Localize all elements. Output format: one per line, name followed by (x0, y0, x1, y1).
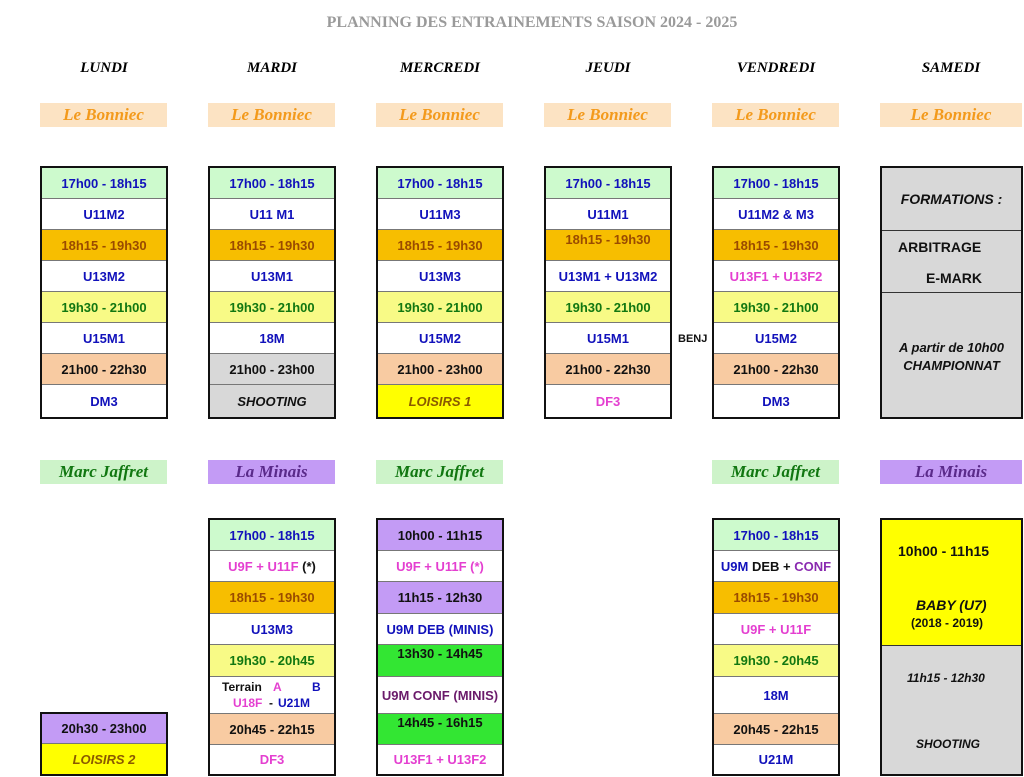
group-label: U13M3 (378, 261, 502, 292)
group-label (714, 551, 838, 582)
terrain-a: A (273, 680, 282, 694)
shooting-time: 11h15 - 12h30 (907, 671, 985, 685)
time-slot: 19h30 - 21h00 (42, 292, 166, 323)
group-label: U13F1 + U13F2 (393, 752, 487, 767)
time-slot: 21h00 - 23h00 (378, 354, 502, 385)
time-slot: 17h00 - 18h15 (378, 168, 502, 199)
baby-years: (2018 - 2019) (911, 616, 984, 630)
day-header-jeudi: JEUDI (585, 60, 631, 76)
group-label: U9M DEB (MINIS) (378, 614, 502, 645)
venue-bottom-samedi: La Minais (880, 460, 1022, 484)
time-slot: 19h30 - 21h00 (714, 292, 838, 323)
group-u21m: U21M (278, 696, 311, 710)
championnat-block (882, 293, 1021, 417)
page-title: PLANNING DES ENTRAINEMENTS SAISON 2024 - 2025 (326, 14, 738, 31)
terrain-label: Terrain (222, 680, 262, 694)
formations-list (882, 231, 1021, 293)
shooting-label: SHOOTING (916, 737, 981, 751)
time-slot: 18h15 - 19h30 (42, 230, 166, 261)
group-label: U13M2 (42, 261, 166, 292)
schedule-jeudi-top (544, 166, 672, 419)
group-label: U15M2 (714, 323, 838, 354)
group-label: LOISIRS 1 (378, 385, 502, 417)
plus-sign: + (783, 558, 791, 574)
terrain-cell (210, 677, 334, 714)
group-label: DF3 (595, 393, 621, 409)
schedule-mercredi-top (376, 166, 504, 419)
time-slot: 19h30 - 20h45 (210, 645, 334, 677)
time-slot: 18h15 - 19h30 (714, 230, 838, 261)
separator: - (269, 696, 273, 710)
group-u9f-u11f: U9F + U11F (228, 558, 299, 574)
time-slot: 18h15 - 19h30 (210, 582, 334, 614)
group-label: DM3 (90, 393, 118, 409)
time-slot: 21h00 - 23h00 (210, 354, 334, 385)
time-slot: 18h15 - 19h30 (378, 230, 502, 261)
group-label: SHOOTING (210, 385, 334, 417)
group-label: U15M1 (546, 323, 670, 354)
baby-time: 10h00 - 11h15 (898, 543, 990, 559)
schedule-mardi-top (208, 166, 336, 419)
time-slot: 13h30 - 14h45 (378, 645, 502, 677)
schedule-vendredi-top (712, 166, 840, 419)
group-label: U11 M1 (210, 199, 334, 230)
group-label: DF3 (259, 752, 285, 767)
group-label: U15M2 (378, 323, 502, 354)
group-label: U21M (758, 752, 794, 767)
schedule-vendredi-bottom (712, 518, 840, 776)
time-slot: 20h45 - 22h15 (714, 714, 838, 745)
group-label: U13M1 + U13M2 (546, 261, 670, 292)
group-label: U13F1 + U13F2 (714, 261, 838, 292)
group-label: U9F + U11F (*) (378, 551, 502, 582)
asterisk-note: (*) (302, 558, 316, 574)
time-slot: 14h45 - 16h15 (378, 714, 502, 745)
venue-bottom-lundi: Marc Jaffret (40, 460, 167, 484)
group-label: DM3 (762, 393, 790, 409)
group-label: U13M1 (210, 261, 334, 292)
venue-bottom-mercredi: Marc Jaffret (376, 460, 503, 484)
group-label: U11M1 (546, 199, 670, 230)
arbitrage-label: ARBITRAGE (898, 239, 982, 255)
time-slot: 17h00 - 18h15 (714, 168, 838, 199)
time-slot: 20h45 - 22h15 (210, 714, 334, 745)
schedule-mardi-bottom (208, 518, 336, 776)
time-slot: 21h00 - 22h30 (714, 354, 838, 385)
time-slot: 18h15 - 19h30 (210, 230, 334, 261)
time-slot: 19h30 - 21h00 (378, 292, 502, 323)
time-slot: 21h00 - 22h30 (42, 354, 166, 385)
time-slot: 17h00 - 18h15 (210, 520, 334, 551)
day-header-mardi: MARDI (246, 60, 298, 76)
group-label: U9F + U11F (714, 614, 838, 645)
group-label: U13M3 (210, 614, 334, 645)
group-label: LOISIRS 2 (42, 744, 166, 774)
group-u18f: U18F (233, 696, 263, 710)
group-deb: DEB (751, 558, 780, 574)
venue-bottom-mardi: La Minais (208, 460, 335, 484)
side-note-benj: BENJ (678, 333, 708, 345)
time-slot: 17h00 - 18h15 (210, 168, 334, 199)
time-slot: 10h00 - 11h15 (378, 520, 502, 551)
championnat-time: A partir de 10h00 (898, 340, 1004, 355)
group-label: 18M (210, 323, 334, 354)
championnat-label: CHAMPIONNAT (903, 358, 1000, 373)
group-label (210, 551, 334, 582)
schedule-lundi-top (40, 166, 168, 419)
venue-top-mardi: Le Bonniec (208, 103, 335, 127)
group-conf: CONF (794, 558, 832, 574)
time-slot: 17h00 - 18h15 (546, 168, 670, 199)
day-header-lundi: LUNDI (80, 60, 128, 76)
baby-label: BABY (U7) (916, 597, 987, 613)
terrain-b: B (312, 680, 321, 694)
day-header-vendredi: VENDREDI (736, 60, 816, 76)
day-header-mercredi: MERCREDI (399, 60, 481, 76)
venue-top-samedi: Le Bonniec (880, 103, 1022, 127)
group-label: U11M3 (378, 199, 502, 230)
venue-top-mercredi: Le Bonniec (376, 103, 503, 127)
schedule-samedi-top (880, 166, 1023, 419)
time-slot: 20h30 - 23h00 (42, 714, 166, 744)
group-u9m: U9M (720, 558, 749, 574)
schedule-samedi-bottom (880, 518, 1023, 776)
time-slot: 18h15 - 19h30 (714, 582, 838, 614)
time-slot: 21h00 - 22h30 (546, 354, 670, 385)
time-slot: 18h15 - 19h30 (546, 230, 670, 261)
time-slot: 17h00 - 18h15 (714, 520, 838, 551)
day-header-samedi: SAMEDI (921, 60, 981, 76)
group-label: 18M (714, 677, 838, 714)
formations-label: FORMATIONS : (882, 168, 1021, 231)
group-label: U15M1 (42, 323, 166, 354)
venue-top-lundi: Le Bonniec (40, 103, 167, 127)
time-slot: 11h15 - 12h30 (378, 582, 502, 614)
group-label: U11M2 & M3 (714, 199, 838, 230)
group-label: U11M2 (42, 199, 166, 230)
schedule-mercredi-bottom (376, 518, 504, 776)
time-slot: 19h30 - 20h45 (714, 645, 838, 677)
time-slot: 19h30 - 21h00 (546, 292, 670, 323)
time-slot: 19h30 - 21h00 (210, 292, 334, 323)
venue-top-jeudi: Le Bonniec (544, 103, 671, 127)
time-slot: 17h00 - 18h15 (42, 168, 166, 199)
group-label: U9M CONF (MINIS) (378, 677, 502, 714)
baby-block (882, 520, 1021, 646)
venue-bottom-vendredi: Marc Jaffret (712, 460, 839, 484)
venue-top-vendredi: Le Bonniec (712, 103, 839, 127)
emark-label: E-MARK (926, 270, 982, 286)
schedule-lundi-bottom (40, 712, 168, 776)
shooting-block (882, 646, 1021, 774)
